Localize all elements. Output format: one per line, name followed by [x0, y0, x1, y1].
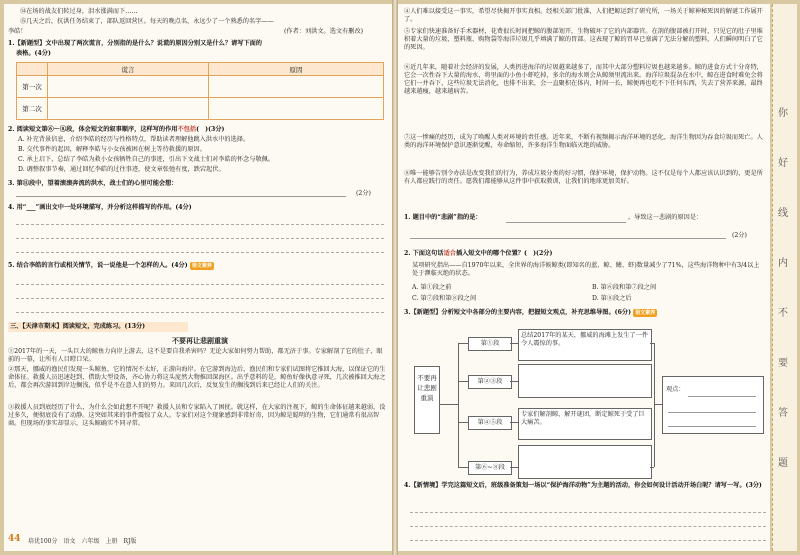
article-para-8: ⑧唯一能够告别令办法是改变我们的行为，养成垃圾分类的好习惯，保护环境，保护动物。这不仅是每个人都应该认识到的，更是所有人都应践行的责任。愿我们都能够从这件事中获取教训，让我们的地球更加美好。: [404, 170, 763, 185]
r-option-b: B. 第⑥段和第⑦段之间: [592, 284, 657, 291]
answer-line[interactable]: [668, 426, 756, 427]
option-b: B. 交代事件的起因，解释李皓与小女孩被困在树上等待救援的原因。: [18, 146, 206, 153]
question-2-hint: 不包括: [177, 126, 197, 133]
answer-line[interactable]: [410, 540, 766, 541]
left-page: [4, 4, 392, 551]
r-question-2-quote: 某项研究指出——自1970年以来，全世界的海洋候鲸类(即知名的蓝、鲸、鳍、虾)数量减少了71%，这些海洋物种中有3/4以上处于濒临灭绝的状态。: [412, 262, 760, 277]
mind-blank-para-2-3[interactable]: [518, 364, 652, 398]
side-char: 不: [778, 308, 788, 319]
article-title: 不要再让悲剧重演: [172, 336, 228, 345]
mind-map-link: [510, 381, 518, 382]
mind-map-branch: [458, 467, 468, 468]
question-1: 1.【新题型】文中出现了两次谎言，分别指的是什么？说谎的原因分别又是什么？请写下面的: [8, 40, 262, 47]
page-number: 44: [8, 534, 21, 544]
viewpoint-label: 观点：: [666, 386, 685, 393]
r-question-1: 1. 题目中的“悲剧”指的是：: [404, 214, 482, 221]
mind-map-link: [510, 343, 518, 344]
option-c: C. 承上启下，总结了李皓为救小女孩牺牲自己的事迹，引出下文战士们对李皓的怀念与敬佩。: [18, 156, 274, 163]
row-second-label: 第二次: [17, 98, 48, 120]
answer-line[interactable]: [506, 222, 626, 223]
paragraph-15: ⑮几天之后，抗洪任务结束了，部队返回营区。每天的晚点名，永远少了一个熟悉的名字——: [20, 18, 274, 25]
mind-map-trunk: [458, 343, 459, 467]
side-margin-strip: [772, 4, 797, 551]
mind-node-para-2-3: 第②③段: [468, 375, 512, 389]
mind-node-para-1: 第①段: [468, 337, 512, 351]
r-option-c: C. 第⑦段和第⑧段之间: [412, 295, 477, 302]
literacy-tag: 语文素养: [191, 263, 212, 269]
answer-cell[interactable]: [48, 76, 209, 98]
answer-line[interactable]: [16, 298, 384, 299]
answer-cell[interactable]: [48, 98, 209, 120]
answer-line[interactable]: [16, 284, 384, 285]
side-char: 题: [778, 458, 788, 469]
mind-map-link: [650, 343, 654, 344]
side-char: 线: [778, 208, 788, 219]
r-question-4: 4.【新情境】学完这篇短文后，班级准备策划一场以“保护海洋动物”为主题的活动，你会如何设计活动开场白呢？请写一写。(3分): [404, 482, 762, 489]
article-para-7: ⑦这一惨痛的经历，成为了唤醒人类对环境的责任感。近年来，不断有视频揭示海洋环境的恶化，海洋生物因为吞食垃圾而死亡。人类的海洋环境保护意识逐渐觉醒，寿命缩短，许多海洋生物面临灭绝的威胁。: [404, 134, 763, 149]
mind-map-link: [510, 422, 518, 423]
mind-map-center: 不要再让悲剧重演: [414, 366, 440, 434]
question-3-score: (2分): [356, 190, 371, 197]
answer-line[interactable]: [16, 312, 384, 313]
paragraph-14: ⑭在场的战友们转过身，泪水涨满而下……: [20, 8, 138, 15]
row-first-label: 第一次: [17, 76, 48, 98]
answer-line[interactable]: [16, 196, 346, 197]
mind-text-para-1: 总结2017年的某天，挪威的海滩上发生了一件令人震惊的事。: [518, 329, 652, 361]
r-question-2-hint: 适合: [443, 250, 456, 257]
table-corner: [17, 63, 48, 76]
article-para-5: ⑤专家们快速准备好手术器材，花费很长时间把鲸的腹部划开，生物破坏了它的内部器官。在剖的腹部被打开时，只见它的肚子里堆积着大量的垃圾、塑料瓶、购物袋等海洋垃圾几乎填满了鲸的胃部。这表现了鲸的胃早已塞满了无法分解的塑料，人们瞬间明白了它的死因。: [404, 28, 763, 51]
question-3: 3. 第⑪段中，望着滚滚奔流的洪水，战士们的心里可能会想：: [8, 180, 178, 187]
side-char: 好: [778, 158, 788, 169]
answer-line[interactable]: [410, 512, 766, 513]
mind-map-link: [654, 404, 662, 405]
side-char: 内: [778, 258, 788, 269]
paragraph-15-end: 李皓！: [8, 28, 27, 35]
option-d: D. 调整叙事节奏，通过回忆李皓的过往事迹，使文章张弛有度，跌宕起伏。: [18, 166, 225, 173]
mind-map-branch: [458, 381, 468, 382]
answer-line[interactable]: [16, 224, 384, 225]
option-a: A. 补充背景信息，介绍李皓的经历与性格特点，帮助读者理解他跳入洪水中的选择。: [18, 136, 250, 143]
r-question-3: 3.【新题型】分析短文中各部分的主要内容，把握短文观点，补充思维导图。(6分) 语文素养: [404, 309, 656, 316]
answer-line[interactable]: [16, 238, 384, 239]
mind-map-branch: [458, 422, 468, 423]
lie-table: [16, 62, 384, 120]
mind-map-right-trunk: [654, 343, 655, 467]
side-char: 要: [778, 358, 788, 369]
r-question-1-score: (2分): [732, 232, 747, 239]
question-5: 5. 结合李皓的言行或相关情节，说一说他是一个怎样的人。(4分) 语文素养: [8, 262, 212, 269]
mind-map-link: [650, 467, 654, 468]
answer-line[interactable]: [668, 412, 756, 413]
question-1-cont: 表格。(4分): [16, 50, 51, 57]
article-para-3: ③救援人员到底经历了什么，为什么会如此想不开呢？救援人员和专家陷入了困扰。就这样，在大家的注视下，鲸的生命体征越来越弱，没过多久，便彻底没有了动静。这突如其来的事件震惊了众人。专家们对这个现象感到非常好奇，因为鲸是聪明的生物，它们通常有很高智商。但现场的事实却显示，这头鲸确实不同寻常。: [8, 404, 386, 427]
mind-text-para-4-5: 专家们解剖鲸，解开谜团，断定鲸死于受了巨大痛苦。: [518, 408, 652, 440]
answer-cell[interactable]: [209, 98, 384, 120]
answer-line[interactable]: [410, 238, 726, 239]
r-option-a: A. 第①段之前: [412, 284, 452, 291]
r-question-1-cont: 。导致这一悲剧的原因是：: [628, 214, 703, 221]
book-footer: 培优100分 语文 六年级 上册 RJ版: [28, 538, 137, 545]
question-2: 2. 阅读短文第⑥～⑧段，体会短文的叙事顺序，这样写的作用不包括( )(3分): [8, 126, 225, 133]
answer-line[interactable]: [688, 396, 756, 397]
right-page: [398, 4, 770, 551]
answer-line[interactable]: [16, 252, 384, 253]
mind-blank-para-6-8[interactable]: [518, 445, 652, 479]
mind-map-connector: [440, 404, 458, 405]
article-para-6: ⑥近几年来，随着社会经济的发展，人类扔进海洋的垃圾越来越多了，而其中大部分塑料垃圾也越来越多。鲸的进食方式十分奇特，它会一次性吞下大量的海水，将里面的小鱼小虾吃掉，多余的海水则会从鲸须里流出来。海洋垃圾混杂在水中，鲸在进食时难免会将它们一并吞下，这些垃圾无法消化，也排不出来，会一直聚积在体内，时间一长，鲸便再也吃不下任何东西，失去了营养来源，最终越来越瘦，越来越病苦。: [404, 64, 763, 95]
lie-header: 谎言: [48, 63, 209, 76]
article-para-4: ④人们难以接受这一事实，希望尽快揭开事实真相。经相关部门批准，人们把鲸运到了研究所，一场关于鲸神秘死因的解谜工作展开了。: [404, 8, 763, 23]
article-para-1: ①2017年的一天，一头巨大的鲸鱼力向岸上游去，这不是要自我杀害吗？无论大家如何努力帮助，都无济于事。专家解剖了它的肚子，眼前的一幕，让所有人目瞪口呆。: [8, 348, 383, 363]
article-para-2: ②那天，挪威的渔民们发现一头鲸鱼，它的情况不太好，正游向海岸。在它游到海边后，渔民们和专家们试图将它推回大海，以保证它的生命体征。救援人员迅速赶到，借助大型设备，齐心协力将这头庞然大物推回深海区。出乎意料的是，鲸鱼好像执意寻死，几次被推回大海之后，都会再次游回到岸边搁浅，似乎是不在意人们的努力。来回几次后，反复发生的搁浅到后来已经让人们的关注。: [8, 366, 386, 389]
mind-map-link: [510, 467, 518, 468]
answer-line[interactable]: [410, 526, 766, 527]
r-option-d: D. 第⑧段之后: [592, 295, 632, 302]
side-char: 答: [778, 408, 788, 419]
literacy-tag: 语文素养: [635, 310, 656, 316]
answer-cell[interactable]: [209, 76, 384, 98]
source-note: (作者：刘洪文。选文有删改): [284, 28, 364, 35]
mind-node-para-4-5: 第④⑤段: [468, 416, 512, 430]
question-4: 4. 用“___”画出文中一处环境描写，并分析这样描写的作用。(4分): [8, 204, 192, 211]
r-question-2: 2. 下面这句话适合插入短文中的哪个位置？( )(2分): [404, 250, 553, 257]
section-3-heading: 三、【天津市期末】阅读短文，完成练习。(13分): [10, 323, 146, 330]
reason-header: 原因: [209, 63, 384, 76]
mind-map-branch: [458, 343, 468, 344]
mind-node-para-6-8: 第⑥~⑧段: [468, 461, 512, 475]
side-char: 你: [778, 108, 788, 119]
